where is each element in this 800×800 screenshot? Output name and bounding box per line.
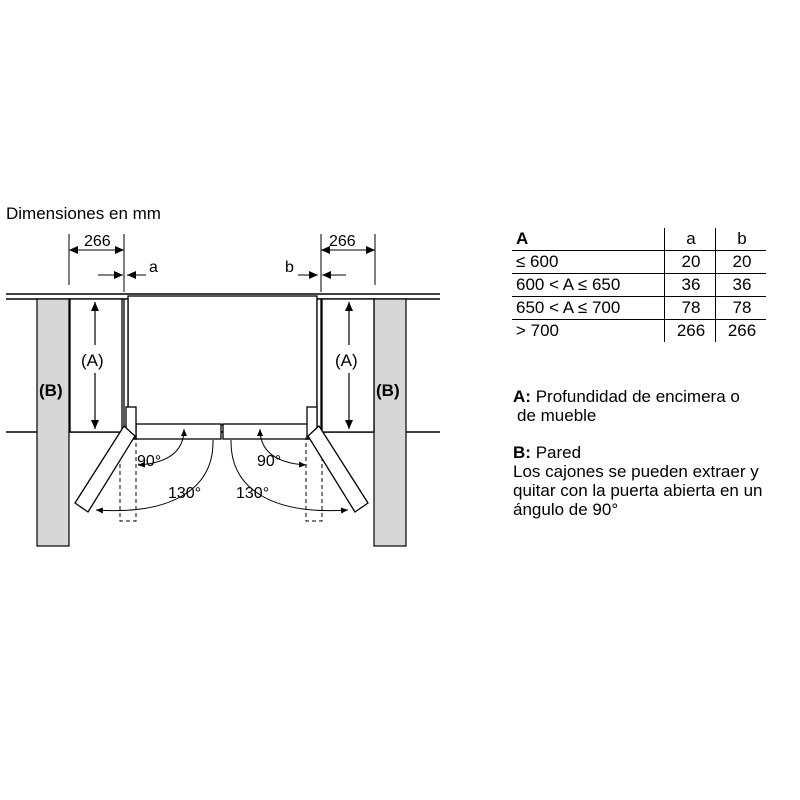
table-cell: 36 <box>716 274 767 297</box>
table-header-a-depth: A <box>512 228 665 251</box>
table-header-gap-b: b <box>716 228 767 251</box>
angle-130-right: 130° <box>236 485 270 502</box>
wall-label-left: (B) <box>39 381 63 400</box>
legend-b <box>513 443 763 519</box>
table-row <box>512 320 766 343</box>
legend-a-key: A: <box>513 387 531 406</box>
wall-right <box>374 299 406 546</box>
table-cell: 78 <box>716 297 767 320</box>
depth-label-right: (A) <box>335 351 358 370</box>
table-row <box>512 297 766 320</box>
legend-a-line2: de mueble <box>517 406 597 425</box>
legend-a <box>513 387 740 425</box>
clearance-table <box>512 228 766 342</box>
table-cell: > 700 <box>516 321 560 340</box>
legend-b-line1: Pared <box>535 443 582 462</box>
angle-130-left: 130° <box>168 485 202 502</box>
gap-label-a: a <box>149 259 158 276</box>
table-cell: ≤ 600 <box>512 251 665 274</box>
wall-label-right: (B) <box>376 381 400 400</box>
dimensions-title: Dimensiones en mm <box>6 204 161 223</box>
legend-b-line4: ángulo de 90° <box>513 500 619 519</box>
swing-arcs <box>96 429 348 511</box>
table-row <box>512 251 766 274</box>
dim-266-left: 266 <box>84 233 111 250</box>
table-cell: 650 < A ≤ 700 <box>512 297 665 320</box>
fridge-body <box>124 296 321 429</box>
angle-90-right: 90° <box>257 453 282 470</box>
table-cell: 20 <box>665 251 716 274</box>
table-cell: 20 <box>716 251 767 274</box>
legend-b-line2: Los cajones se pueden extraer y <box>513 462 759 481</box>
depth-label-left: (A) <box>81 351 104 370</box>
table-header-gap-a: a <box>665 228 716 251</box>
dim-266-right: 266 <box>329 233 356 250</box>
table-header-row <box>512 228 766 251</box>
table-cell: 600 < A ≤ 650 <box>512 274 665 297</box>
table-cell: 78 <box>665 297 716 320</box>
gap-label-b: b <box>285 259 294 276</box>
legend-b-line3: quitar con la puerta abierta en un <box>513 481 763 500</box>
table-cell: 36 <box>665 274 716 297</box>
legend-a-line1: Profundidad de encimera o <box>535 387 740 406</box>
wall-left <box>37 299 69 546</box>
angle-90-left: 90° <box>137 453 162 470</box>
legend-b-key: B: <box>513 443 531 462</box>
door-90-outline <box>120 438 322 521</box>
table-cell: 266 <box>665 320 716 343</box>
table-row <box>512 274 766 297</box>
table-cell: 266 <box>716 320 767 343</box>
